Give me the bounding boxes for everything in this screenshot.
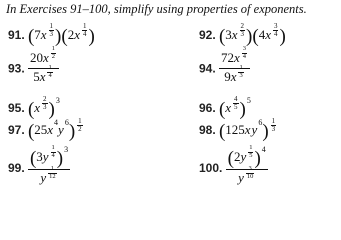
exercise-92: 92. (3x $^{\frac{2}{3}}$ )(4x $^{\frac{3}{4}}$ ) — [199, 21, 286, 47]
exercise-93: 93. 20x $^{\frac{1}{2}}$ 5x $^{\frac{1}{4}}$ — [8, 50, 59, 87]
exercise-91: 91. (7x $^{\frac{1}{3}}$ )(2x $^{\frac{1}{4}}$ ) — [8, 21, 95, 47]
instructions: In Exercises 91–100, simplify using properties of exponents. — [6, 2, 307, 16]
exercise-94: 94. 72x $^{\frac{3}{4}}$ 9x $^{\frac{1}{3}}$ — [199, 50, 250, 87]
exercise-100: 100. (2y $^{\frac{1}{5}}$ )$^4$ y $^{\frac{3}{10}}$ — [199, 144, 266, 185]
exercise-96: 96. (x $^{\frac{4}{5}}$ )$^5$ — [199, 94, 251, 120]
exercise-97: 97. $(25x^4y^6)$ $^{\frac{1}{2}}$ — [8, 116, 82, 142]
exercise-98: 98. $(125xy^6)$ $^{\frac{1}{3}}$ — [199, 116, 276, 142]
exercise-99: 99. (3y $^{\frac{1}{4}}$ )$^3$ y $^{\frac{1}{12}}$ — [8, 144, 69, 185]
exercise-95: 95. (x $^{\frac{2}{3}}$ )$^3$ — [8, 94, 60, 120]
